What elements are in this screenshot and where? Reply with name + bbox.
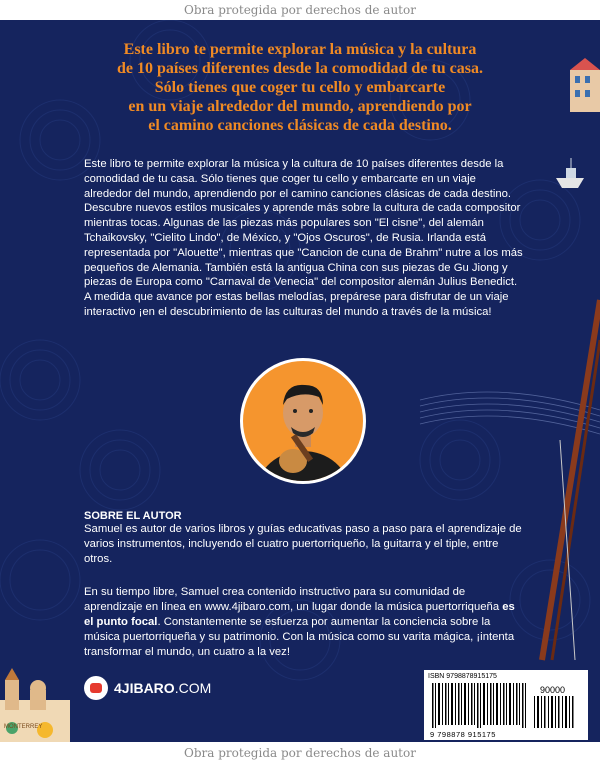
copyright-watermark-top: Obra protegida por derechos de autor	[0, 0, 600, 20]
boat-illustration	[556, 158, 584, 188]
buildings-illustration	[570, 58, 600, 112]
author-paragraph-bold: es el punto focal	[84, 601, 515, 628]
logo-brand-rest: .COM	[174, 680, 212, 696]
logo-brand-bold: 4JIBARO	[114, 680, 175, 696]
tagline-line: de 10 países diferentes desde la comodidad de tu casa.	[117, 60, 483, 77]
tagline	[60, 40, 540, 135]
isbn-digits: 9 798878 915175	[430, 730, 496, 739]
author-paragraph-end: . Constantemente se esfuerza por aumentar la conciencia sobre la música puertorriqueña y su patrimonio. Con la música como su varita mágica, ¡intenta transformar el mundo, un cuatro a la vez!	[84, 616, 515, 658]
tagline-line: en un viaje alrededor del mundo, aprendiendo por	[128, 98, 472, 115]
copyright-watermark-bottom: Obra protegida por derechos de autor	[0, 742, 600, 776]
author-heading: SOBRE EL AUTOR	[84, 510, 182, 522]
author-paragraph	[84, 585, 524, 660]
publisher-logo-icon	[84, 676, 108, 700]
cello-illustration	[542, 300, 600, 660]
city-sign: MONTERREY	[4, 724, 43, 730]
tagline-line: Sólo tienes que coger tu cello y embarcarte	[154, 79, 446, 96]
city-illustration	[0, 668, 70, 742]
isbn-label: ISBN 9798878915175	[428, 673, 497, 680]
author-bio: Samuel es autor de varios libros y guías educativas paso a paso para el aprendizaje de varios instrumentos, incluyendo el cuatro puertorriqueño, la guitarra y el tiple, entre otros.	[84, 523, 522, 565]
isbn-price-code: 90000	[540, 685, 566, 695]
author-illustration	[243, 361, 363, 481]
tagline-line: el camino canciones clásicas de cada destino.	[148, 117, 452, 134]
book-description: Este libro te permite explorar la música y la cultura de 10 países diferentes desde la comodidad de tu casa. Sólo tienes que coger tu cello y embarcarte en un viaje alrededor del mundo, aprendiendo por el camino canciones clásicas de cada destino. Descubre nuevos estilos musicales y aprende más sobre la cultura de cada compositor mientras tocas. Algunas de las piezas más populares son "El cisne", del alemán Tchaikovsky, "Cielito Lindo", de México, y "Ojos Oscuros", de Rusia. Irlanda está representada por "Alouette", mientras que "Cancion de cuna de Brahm" nutre a los más pequeños de Alemania. También está la antigua China con sus piezas de Gu Jiong y piezas de Europa como "Carnaval de Venecia" del compositor alemán Julius Benedict. A medida que avance por estas bellas melodías, prepárese para disfrutar de un viaje interactivo ¡en el descubrimiento de las culturas del mundo a través de la música!	[84, 158, 523, 318]
tagline-line: Este libro te permite explorar la música y la cultura	[123, 41, 477, 58]
author-paragraph-start: En su tiempo libre, Samuel crea contenido instructivo para su comunidad de aprendizaje en línea en www.4jibaro.com, un lugar donde la música puertorriqueña	[84, 586, 503, 613]
music-staff-illustration	[420, 392, 600, 434]
isbn-barcode	[424, 670, 588, 740]
publisher-logo-text	[114, 680, 211, 696]
publisher-logo	[84, 676, 211, 700]
author-portrait	[240, 358, 366, 484]
